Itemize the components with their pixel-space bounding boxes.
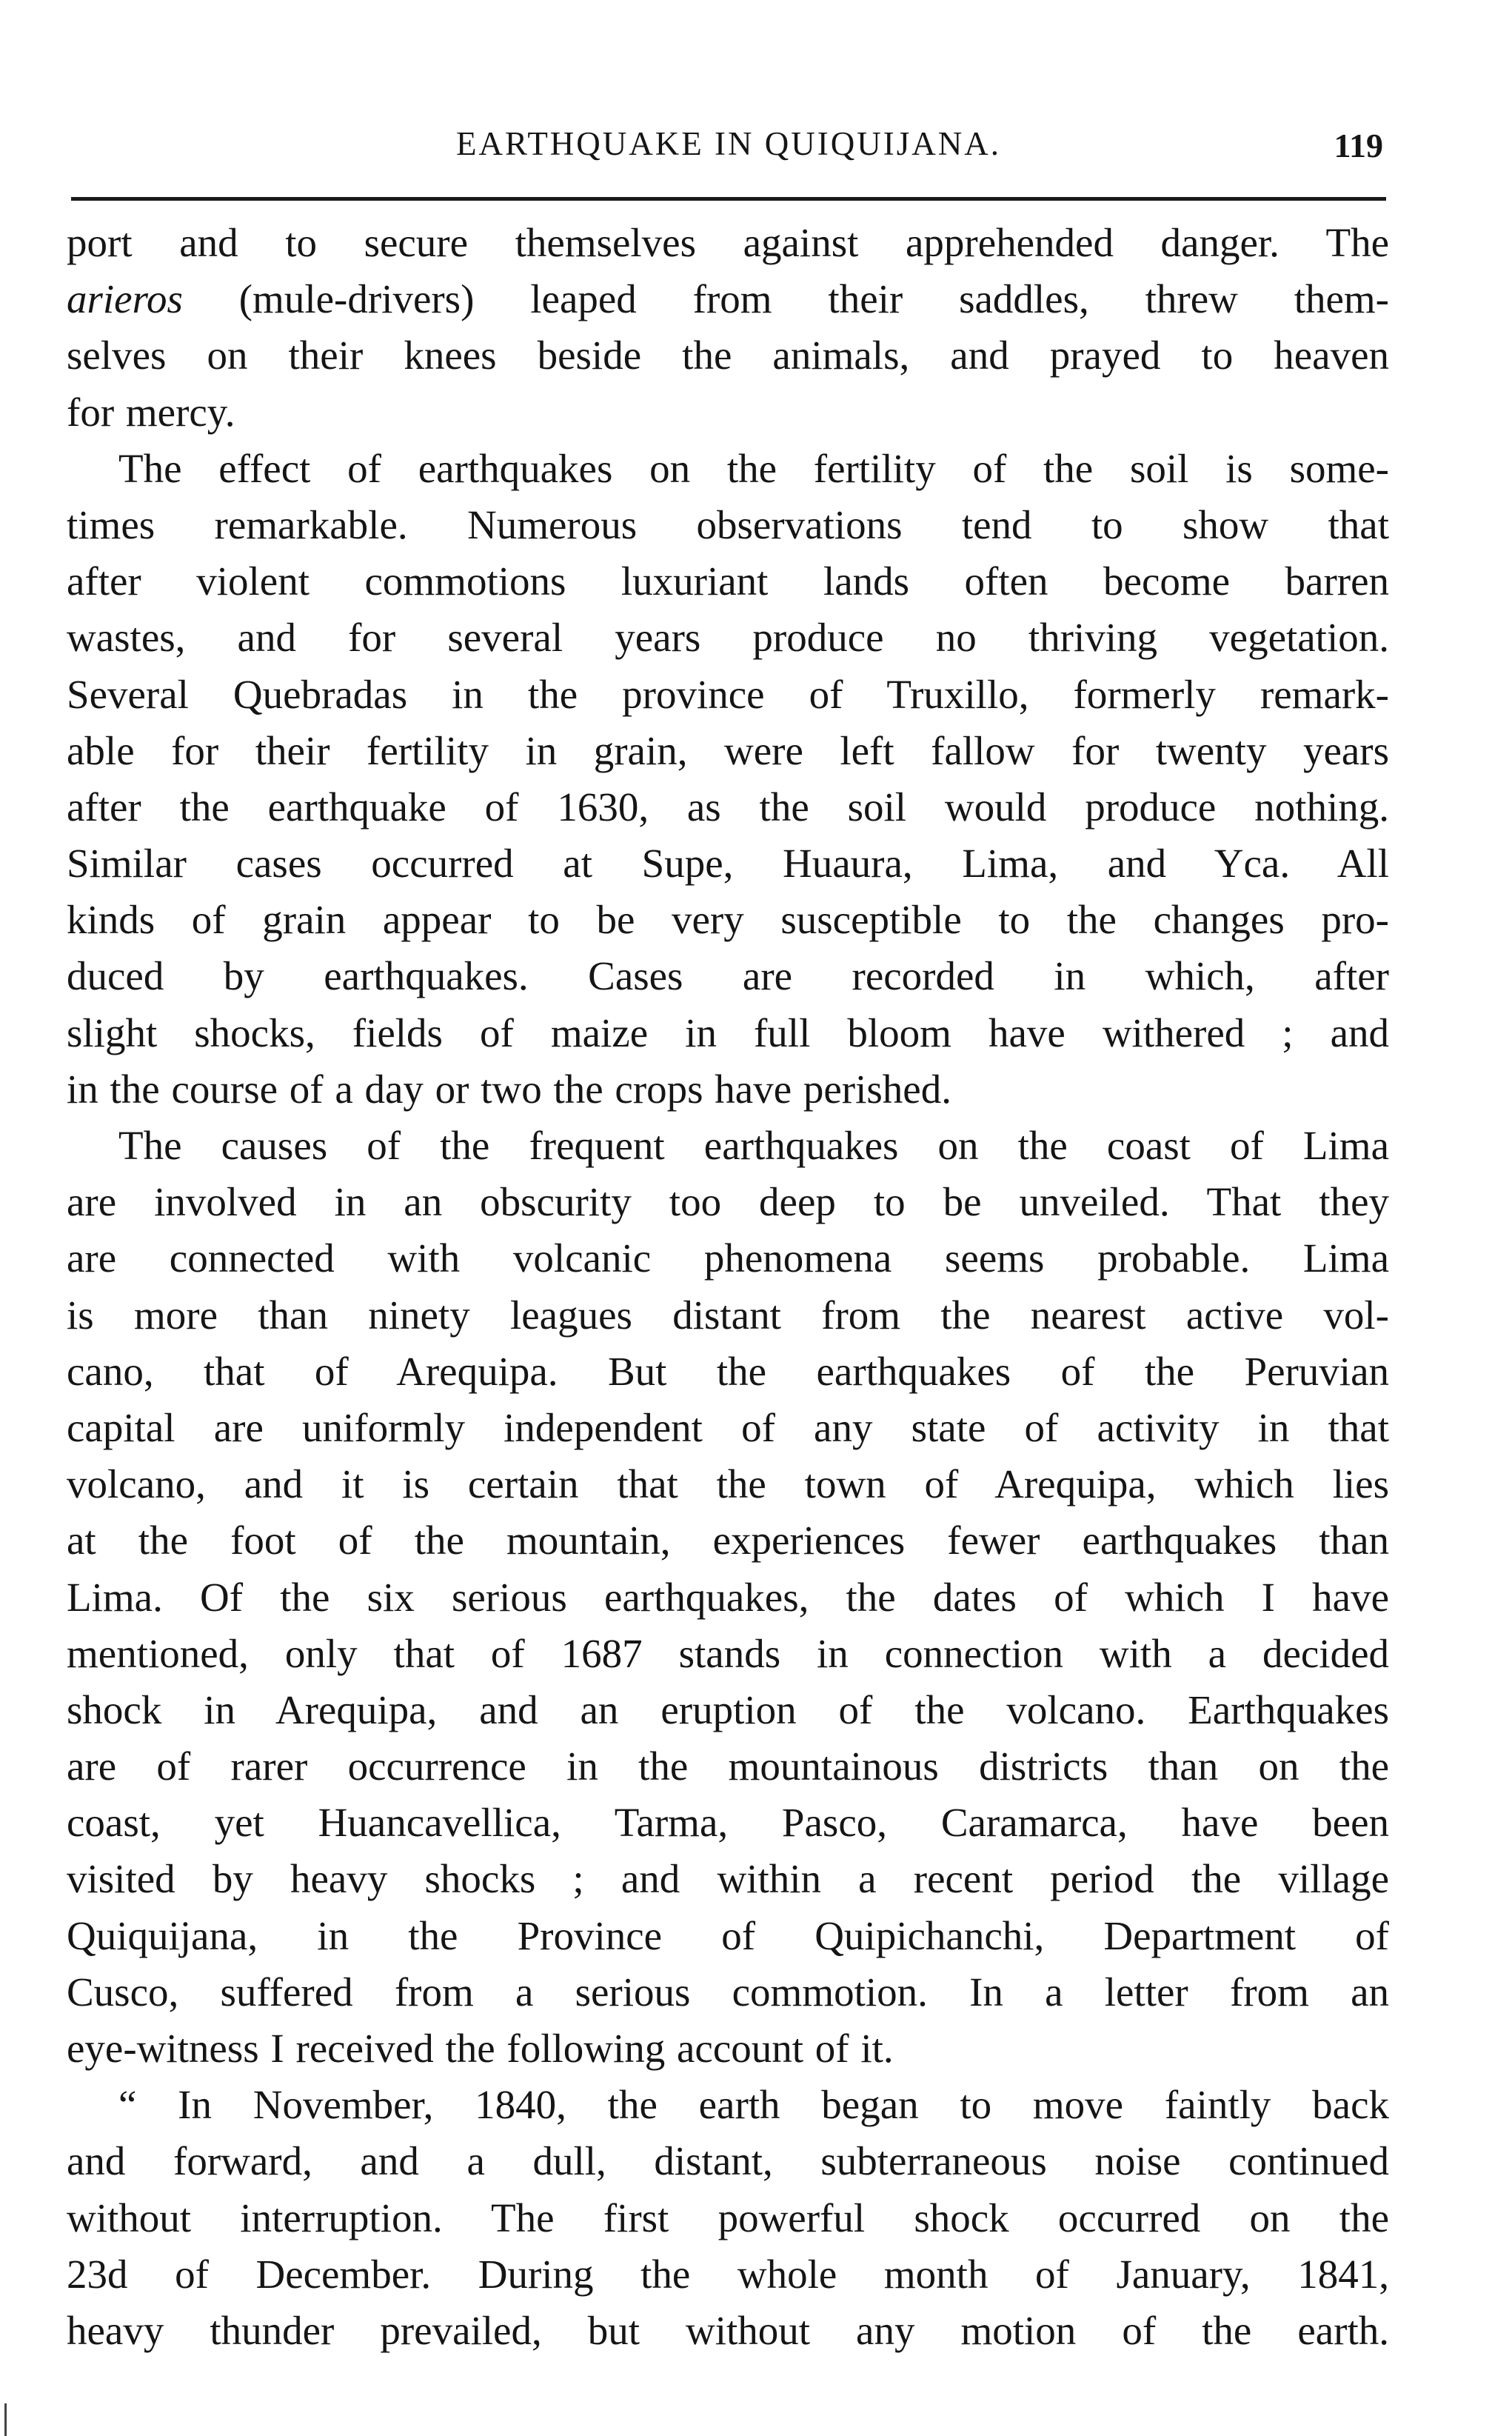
text-line: without interruption. The first powerful shock occurred on the [67, 2195, 1389, 2240]
text-line [67, 271, 1389, 327]
line-rest: (mule-drivers) leaped from their saddles, threw them- [182, 276, 1389, 322]
text-line: are connected with volcanic phenomena seems probable. Lima [67, 1235, 1389, 1281]
text-line: “ In November, 1840, the earth began to move faintly back [118, 2082, 1389, 2128]
text-line: Lima. Of the six serious earthquakes, the dates of which I have [67, 1574, 1389, 1620]
text-line: The effect of earthquakes on the fertility of the soil is some- [118, 445, 1389, 491]
text-line: mentioned, only that of 1687 stands in connection with a decided [67, 1630, 1389, 1676]
text-line: are involved in an obscurity too deep to be unveiled. That they [67, 1179, 1389, 1225]
paragraph [67, 215, 1389, 441]
text-line: selves on their knees beside the animals, and prayed to heaven [67, 333, 1389, 378]
text-line: in the course of a day or two the crops have perished. [67, 1066, 951, 1112]
text-line: able for their fertility in grain, were left fallow for twenty years [67, 727, 1389, 773]
text-line: coast, yet Huancavellica, Tarma, Pasco, Caramarca, have been [67, 1800, 1389, 1846]
text-line: shock in Arequipa, and an eruption of the volcano. Earthquakes [67, 1686, 1389, 1732]
page-header [71, 124, 1386, 176]
text-line: is more than ninety leagues distant from the nearest active vol- [67, 1292, 1389, 1338]
paragraph [67, 2077, 1389, 2359]
text-line: Similar cases occurred at Supe, Huaura, Lima, and Yca. All [67, 841, 1389, 887]
header-rule [71, 197, 1386, 201]
text-line: port and to secure themselves against apprehended danger. The [67, 220, 1389, 265]
paragraph [67, 441, 1389, 1118]
text-line: The causes of the frequent earthquakes on the coast of Lima [118, 1123, 1389, 1168]
page-number: 119 [1334, 127, 1383, 164]
text-line: wastes, and for several years produce no thriving vegetation. [67, 615, 1389, 661]
text-line: after the earthquake of 1630, as the soil would produce nothing. [67, 784, 1389, 830]
text-line: volcano, and it is certain that the town of Arequipa, which lies [67, 1461, 1389, 1507]
text-line: capital are uniformly independent of any state of activity in that [67, 1404, 1389, 1450]
scan-edge-mark [4, 2403, 7, 2436]
text-line: Cusco, suffered from a serious commotion. In a letter from an [67, 1969, 1389, 2015]
text-line: duced by earthquakes. Cases are recorded in which, after [67, 953, 1389, 999]
text-line: eye-witness I received the following account of it. [67, 2026, 894, 2071]
text-line: are of rarer occurrence in the mountainous districts than on the [67, 1743, 1389, 1789]
text-line: and forward, and a dull, distant, subterraneous noise continued [67, 2138, 1389, 2184]
paragraph [67, 1118, 1389, 2077]
text-line: times remarkable. Numerous observations tend to show that [67, 501, 1389, 547]
text-line: Several Quebradas in the province of Truxillo, formerly remark- [67, 671, 1389, 717]
text-line: slight shocks, fields of maize in full bloom have withered ; and [67, 1010, 1389, 1055]
text-line: cano, that of Arequipa. But the earthquakes of the Peruvian [67, 1348, 1389, 1394]
text-line: for mercy. [67, 389, 235, 435]
text-line: Quiquijana, in the Province of Quipichanchi, Department of [67, 1912, 1389, 1958]
text-line: visited by heavy shocks ; and within a recent period the village [67, 1856, 1389, 1902]
italic-term: arieros [67, 276, 183, 322]
text-line: 23d of December. During the whole month of January, 1841, [67, 2251, 1389, 2297]
text-line: after violent commotions luxuriant lands often become barren [67, 558, 1389, 604]
text-line: heavy thunder prevailed, but without any motion of the earth. [67, 2307, 1389, 2353]
text-line: at the foot of the mountain, experiences fewer earthquakes than [67, 1518, 1389, 1564]
body-text [67, 215, 1389, 2359]
text-line: kinds of grain appear to be very susceptible to the changes pro- [67, 897, 1389, 943]
running-title: EARTHQUAKE IN QUIQUIJANA. [456, 125, 1001, 162]
